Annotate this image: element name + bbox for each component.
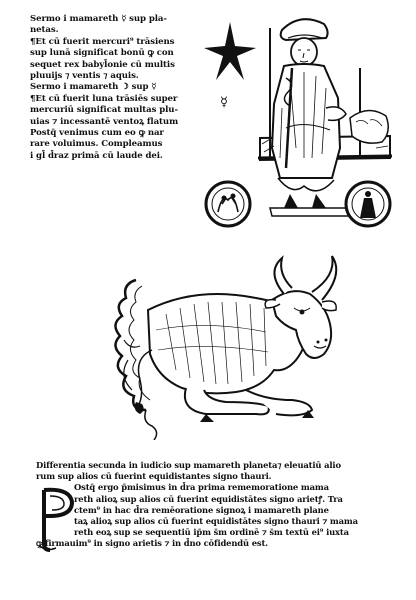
text-line: i gl̄ d̄raz primā cū laude dei. bbox=[30, 150, 163, 161]
text-line: sequet rex babyl̄onie cū multis bbox=[30, 59, 175, 70]
text-line: Sermo i mamareth ☽ sup ☿ bbox=[30, 82, 157, 93]
taurus-bull-woodcut bbox=[96, 250, 356, 440]
text-line: Postq̄ venimus cum eo ꝙ nar bbox=[30, 128, 164, 139]
text-line: Sermo i mamareth ☿ sup pla- bbox=[30, 14, 167, 24]
star-icon bbox=[204, 22, 256, 80]
text-line: mercuriū significat multas plu- bbox=[30, 105, 178, 116]
text-line: sup lunā significat bonū ꝙ con bbox=[30, 48, 174, 59]
section-heading-continued: rum sup alios cū fuerint equidistantes signo thauri. bbox=[36, 471, 272, 482]
text-line: ¶Et cū fuerit luna trāsiēs super bbox=[30, 93, 178, 104]
bottom-text-block bbox=[36, 460, 406, 550]
text-line: ¶Et cū fuerit mercuri⁹ trāsiens bbox=[30, 36, 175, 47]
decorated-initial-p bbox=[36, 486, 76, 552]
text-line: ctem⁹ in hac d̄ra remēoratione signoꝝ i mamareth plane bbox=[74, 504, 329, 515]
text-line: taꝝ alioꝝ sup alios cū fuerint equidistātes signo thauri ⁊ mama bbox=[74, 516, 358, 527]
text-line: ꝙ firmauim⁹ in signo arietis ⁊ in d̄no cōfidendū est. bbox=[36, 538, 268, 549]
text-line: reth eoꝝ sup se sequentiū ip̄m s̄m ordinē ⁊ s̄m textū ei⁹ iuxta bbox=[74, 527, 349, 538]
text-line: rare voluimus. Compleamus bbox=[30, 139, 163, 150]
section-heading: Differentia secunda in iudicio sup mamareth planeta⁊ eleuatiū alio bbox=[36, 460, 341, 470]
top-text-column bbox=[30, 14, 206, 162]
mercury-symbol: ☿ bbox=[220, 95, 228, 110]
text-line: uias ⁊ incessantē ventoꝝ flatum bbox=[30, 116, 179, 127]
text-line: reth alioꝝ sup alios cū fuerint equidistātes signo arietꝭ. Tra bbox=[74, 493, 343, 504]
text-line: Ostq̄ ergo p̄misimus in d̄ra prima rememoratione mama bbox=[74, 482, 329, 493]
text-line: pluuijs ⁊ ventis ⁊ aquis. bbox=[30, 71, 139, 82]
enthroned-figure-woodcut bbox=[200, 8, 396, 230]
text-line: netas. bbox=[30, 25, 59, 36]
